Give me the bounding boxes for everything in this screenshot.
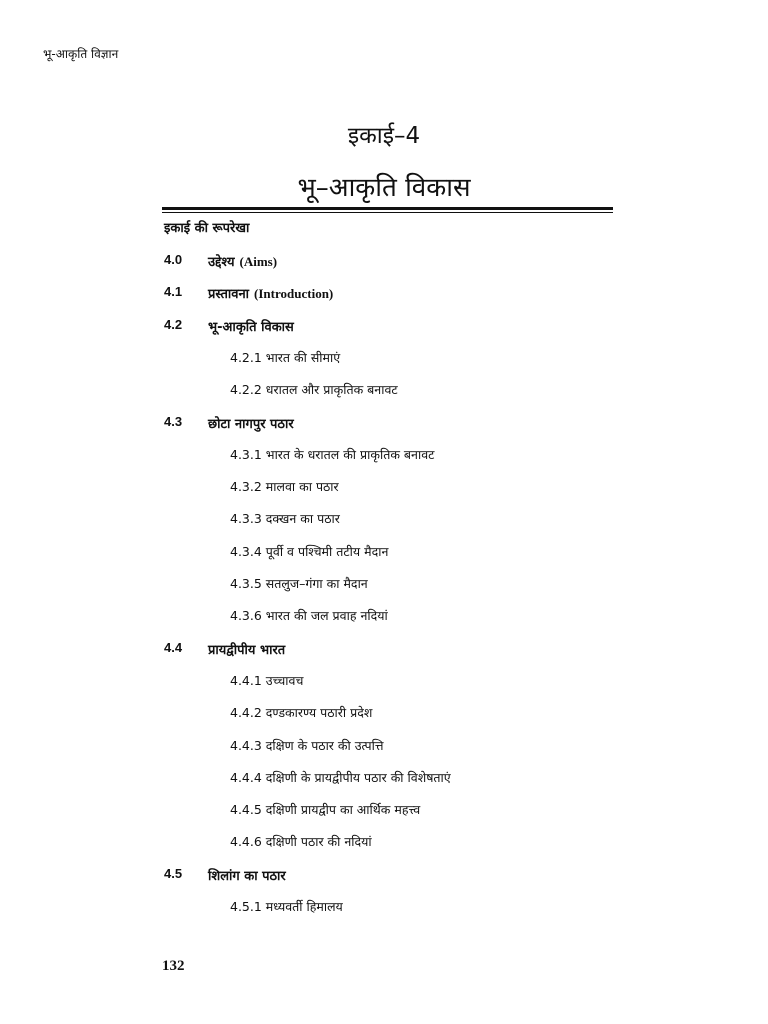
section-title-text: छोटा नागपुर पठार [208,417,294,432]
section-title [208,317,294,335]
section-number: 4.0 [164,252,183,267]
unit-number: इकाई–4 [347,123,421,149]
section-title [208,640,285,658]
section-number: 4.3 [164,414,183,429]
unit-title: भू–आकृति विकास [297,173,471,203]
outline-heading: इकाई की रूपरेखा [164,221,250,236]
section-title [208,252,277,270]
running-head: भू-आकृति विज्ञान [43,47,119,61]
section-title [208,414,294,432]
section-title-text: भू-आकृति विकास [208,320,294,335]
section-title [208,866,286,884]
section-english-title: (Introduction) [254,286,334,301]
subsection-title: 4.4.5 दक्षिणी प्रायद्वीप का आर्थिक महत्त्व [230,802,421,817]
subsection-title: 4.4.3 दक्षिण के पठार की उत्पत्ति [230,738,384,753]
section-title-text: प्रायद्वीपीय भारत [208,643,286,658]
subsection-title: 4.4.1 उच्चावच [230,673,304,688]
subsection-title: 4.4.4 दक्षिणी के प्रायद्वीपीय पठार की विशेषताएं [230,770,451,785]
subsection-title: 4.3.6 भारत की जल प्रवाह नदियां [230,608,388,623]
subsection-title: 4.2.1 भारत की सीमाएं [230,350,341,365]
section-title-text: उद्देश्य [208,255,235,270]
section-number: 4.1 [164,284,183,299]
subsection-title: 4.4.2 दण्डकारण्य पठारी प्रदेश [230,705,373,720]
section-number: 4.2 [164,317,183,332]
page-number: 132 [162,958,185,974]
section-english-title: (Aims) [239,254,278,269]
subsection-title: 4.2.2 धरातल और प्राकृतिक बनावट [230,382,398,397]
subsection-title: 4.4.6 दक्षिणी पठार की नदियां [230,834,372,849]
section-title-text: प्रस्तावना [208,287,250,302]
subsection-title: 4.3.5 सतलुज–गंगा का मैदान [230,576,368,591]
subsection-title: 4.3.3 दक्खन का पठार [230,511,340,526]
section-title [208,284,333,302]
section-title-text: शिलांग का पठार [208,869,286,884]
section-number: 4.5 [164,866,183,881]
subsection-title: 4.5.1 मध्यवर्ती हिमालय [230,899,343,914]
subsection-title: 4.3.1 भारत के धरातल की प्राकृतिक बनावट [230,447,435,462]
subsection-title: 4.3.2 मालवा का पठार [230,479,339,494]
subsection-title: 4.3.4 पूर्वी व पश्चिमी तटीय मैदान [230,544,389,559]
section-number: 4.4 [164,640,183,655]
